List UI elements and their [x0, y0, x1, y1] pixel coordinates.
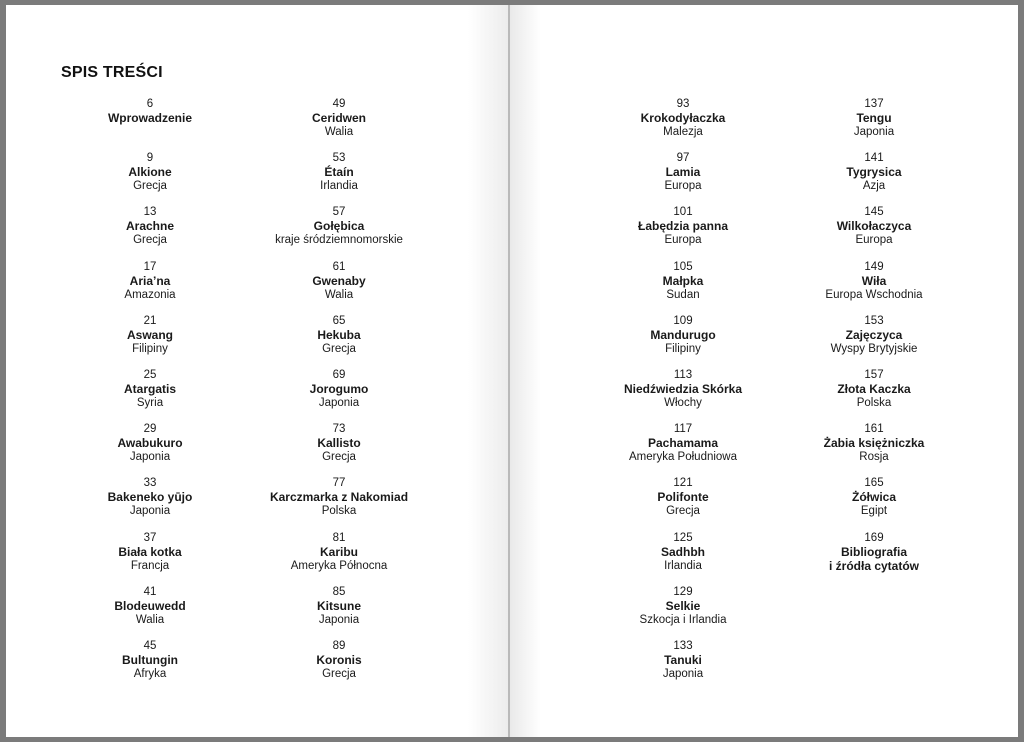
page-number: 137	[864, 98, 884, 110]
page-number: 149	[864, 260, 884, 273]
entry-region: Europa	[664, 180, 702, 193]
page-number: 125	[673, 531, 693, 544]
toc-entry	[774, 151, 974, 193]
page-number: 21	[143, 314, 157, 327]
page-number: 121	[673, 477, 693, 490]
page-number: 109	[673, 314, 693, 327]
entry-title: Atargatis	[123, 382, 176, 396]
page-number: 53	[332, 152, 346, 165]
entry-title: Sadhbh	[661, 544, 705, 559]
entry-region: Filipiny	[132, 342, 168, 355]
entry-region: Grecja	[666, 505, 700, 518]
page-number: 73	[332, 423, 346, 436]
entry-region: Rosja	[859, 451, 889, 464]
entry-title: Alkione	[128, 165, 172, 180]
entry-region: Afryka	[133, 668, 167, 680]
page-number: 9	[146, 152, 154, 165]
toc-entry	[583, 97, 783, 139]
entry-region: Azja	[862, 180, 886, 193]
toc-entry	[583, 368, 783, 410]
toc-entry	[583, 151, 783, 193]
page-number: 13	[143, 206, 157, 219]
toc-entry	[774, 368, 974, 410]
entry-title: Biała kotka	[118, 544, 182, 559]
page-number: 41	[143, 585, 157, 598]
page-number: 101	[673, 206, 693, 219]
toc-entry	[583, 639, 783, 681]
entry-region: Japonia	[318, 613, 360, 626]
toc-entry	[50, 314, 250, 356]
page-number: 133	[673, 640, 693, 652]
entry-title: Pachamama	[647, 436, 719, 451]
entry-title: Aria’na	[129, 273, 171, 288]
entry-region: Sudan	[666, 288, 700, 301]
entry-region: Egipt	[860, 505, 888, 518]
page-number: 33	[143, 477, 157, 490]
entry-title: Bultungin	[122, 653, 178, 667]
toc-entry	[583, 476, 783, 518]
entry-title: Łabędzia panna	[637, 219, 729, 234]
entry-region: Francja	[130, 559, 170, 572]
entry-title: Hekuba	[317, 327, 361, 342]
entry-title: Żółwica	[851, 490, 896, 505]
entry-region: Grecja	[322, 342, 356, 355]
page-number: 153	[864, 314, 884, 327]
toc-entry	[239, 476, 439, 518]
toc-entry	[50, 531, 250, 573]
page-number: 45	[143, 640, 157, 652]
entry-title: Tengu	[856, 111, 892, 125]
page-number: 113	[673, 369, 693, 381]
page-number: 37	[143, 531, 157, 544]
toc-entry	[50, 151, 250, 193]
entry-region: Europa	[664, 234, 702, 247]
entry-title: Ceridwen	[311, 111, 366, 125]
entry-title: Gwenaby	[312, 273, 366, 288]
entry-title: Blodeuwedd	[114, 598, 186, 613]
entry-region: Irlandia	[664, 559, 702, 572]
toc-entry	[239, 97, 439, 139]
entry-region: Polska	[321, 505, 357, 518]
page-number: 105	[673, 260, 693, 273]
entry-title: Jorogumo	[309, 382, 369, 396]
book-spine	[508, 5, 510, 737]
toc-entry	[774, 205, 974, 247]
toc-entry	[50, 97, 250, 125]
entry-title: Tygrysica	[846, 165, 902, 180]
page-number: 97	[676, 152, 690, 165]
entry-title: Kallisto	[317, 436, 361, 451]
entry-region: Grecja	[322, 451, 356, 464]
entry-title: Zajęczyca	[845, 327, 903, 342]
page-number: 25	[143, 369, 157, 381]
entry-region: Filipiny	[665, 342, 701, 355]
entry-region: Malezja	[663, 126, 703, 138]
entry-region: Grecja	[133, 234, 167, 247]
page-number: 77	[332, 477, 346, 490]
toc-entry	[50, 422, 250, 464]
entry-region: Walia	[135, 613, 165, 626]
page-number: 85	[332, 585, 346, 598]
toc-entry	[774, 531, 974, 573]
toc-entry	[239, 260, 439, 302]
toc-entry	[583, 314, 783, 356]
toc-entry	[50, 476, 250, 518]
toc-entry	[583, 205, 783, 247]
entry-title: Krokodyłaczka	[640, 111, 726, 125]
toc-entry	[239, 585, 439, 627]
entry-title: Selkie	[665, 598, 701, 613]
page-number: 69	[332, 369, 346, 381]
page-number: 81	[332, 531, 346, 544]
entry-region: Polska	[856, 397, 892, 409]
toc-entry	[239, 422, 439, 464]
page-number: 141	[864, 152, 884, 165]
entry-title: Niedźwiedzia Skórka	[623, 382, 743, 396]
entry-title: Mandurugo	[650, 327, 716, 342]
entry-region: Walia	[324, 288, 354, 301]
page-number: 165	[864, 477, 884, 490]
page-number: 161	[864, 423, 884, 436]
entry-region: Grecja	[322, 668, 356, 680]
toc-entry	[583, 260, 783, 302]
entry-title: Wilkołaczyca	[836, 219, 912, 234]
page-number: 49	[332, 98, 346, 110]
entry-title: Wprowadzenie	[107, 111, 192, 125]
entry-region: Ameryka Południowa	[628, 451, 738, 464]
page-number: 169	[864, 531, 884, 544]
entry-title: Polifonte	[657, 490, 709, 505]
entry-region: Europa Wschodnia	[825, 288, 923, 301]
entry-region: Grecja	[133, 180, 167, 193]
entry-title: Wiła	[861, 273, 887, 288]
entry-title: Karibu	[319, 544, 358, 559]
toc-entry	[774, 314, 974, 356]
toc-entry	[239, 368, 439, 410]
entry-title: Arachne	[125, 219, 175, 234]
toc-entry	[583, 422, 783, 464]
entry-region: Japonia	[129, 505, 171, 518]
page-number: 17	[143, 260, 157, 273]
toc-heading: SPIS TREŚCI	[61, 64, 163, 81]
toc-entry	[583, 585, 783, 627]
toc-entry	[239, 151, 439, 193]
entry-title: Bibliografia i źródła cytatów	[828, 544, 920, 573]
entry-region: Japonia	[662, 668, 704, 680]
toc-entry	[774, 476, 974, 518]
entry-region: Japonia	[853, 126, 895, 138]
entry-title: Karczmarka z Nakomiad	[269, 490, 409, 505]
entry-region: Walia	[324, 126, 354, 138]
entry-region: Japonia	[129, 451, 171, 464]
entry-region: Europa	[855, 234, 893, 247]
page-number: 61	[332, 260, 346, 273]
page-number: 57	[332, 206, 346, 219]
toc-entry	[50, 260, 250, 302]
page-number: 129	[673, 585, 693, 598]
entry-region: Japonia	[318, 397, 360, 409]
toc-entry	[583, 531, 783, 573]
page-number: 145	[864, 206, 884, 219]
entry-title: Gołębica	[313, 219, 365, 234]
page-number: 65	[332, 314, 346, 327]
page-number: 117	[673, 423, 693, 436]
toc-entry	[774, 97, 974, 139]
toc-entry	[239, 205, 439, 247]
entry-region: Ameryka Północna	[290, 559, 388, 572]
page-number: 6	[146, 98, 154, 110]
entry-title: Aswang	[126, 327, 173, 342]
entry-title: Małpka	[662, 273, 704, 288]
entry-region: kraje śródziemnomorskie	[275, 234, 403, 247]
entry-title: Lamia	[665, 165, 701, 180]
entry-region: Syria	[136, 397, 164, 409]
entry-title: Żabia księżniczka	[823, 436, 925, 451]
page-number: 93	[676, 98, 690, 110]
entry-title: Awabukuro	[117, 436, 183, 451]
toc-entry	[239, 639, 439, 681]
toc-entry	[774, 260, 974, 302]
entry-title: Złota Kaczka	[837, 382, 911, 396]
toc-entry	[50, 205, 250, 247]
entry-region: Amazonia	[124, 288, 176, 301]
entry-region: Irlandia	[320, 180, 358, 193]
entry-title: Bakeneko yūjo	[107, 490, 193, 505]
toc-entry	[50, 368, 250, 410]
toc-entry	[50, 585, 250, 627]
page-number: 89	[332, 640, 346, 652]
toc-entry	[239, 314, 439, 356]
entry-region: Wyspy Brytyjskie	[830, 342, 918, 355]
page-number: 29	[143, 423, 157, 436]
toc-entry	[239, 531, 439, 573]
entry-title: Koronis	[316, 653, 362, 667]
entry-region: Szkocja i Irlandia	[639, 613, 727, 626]
entry-title: Kitsune	[316, 598, 361, 613]
toc-entry	[774, 422, 974, 464]
toc-entry	[50, 639, 250, 681]
page-number: 157	[864, 369, 884, 381]
entry-region: Włochy	[664, 397, 702, 409]
entry-title: Tanuki	[664, 653, 702, 667]
entry-title: Étaín	[324, 165, 354, 180]
